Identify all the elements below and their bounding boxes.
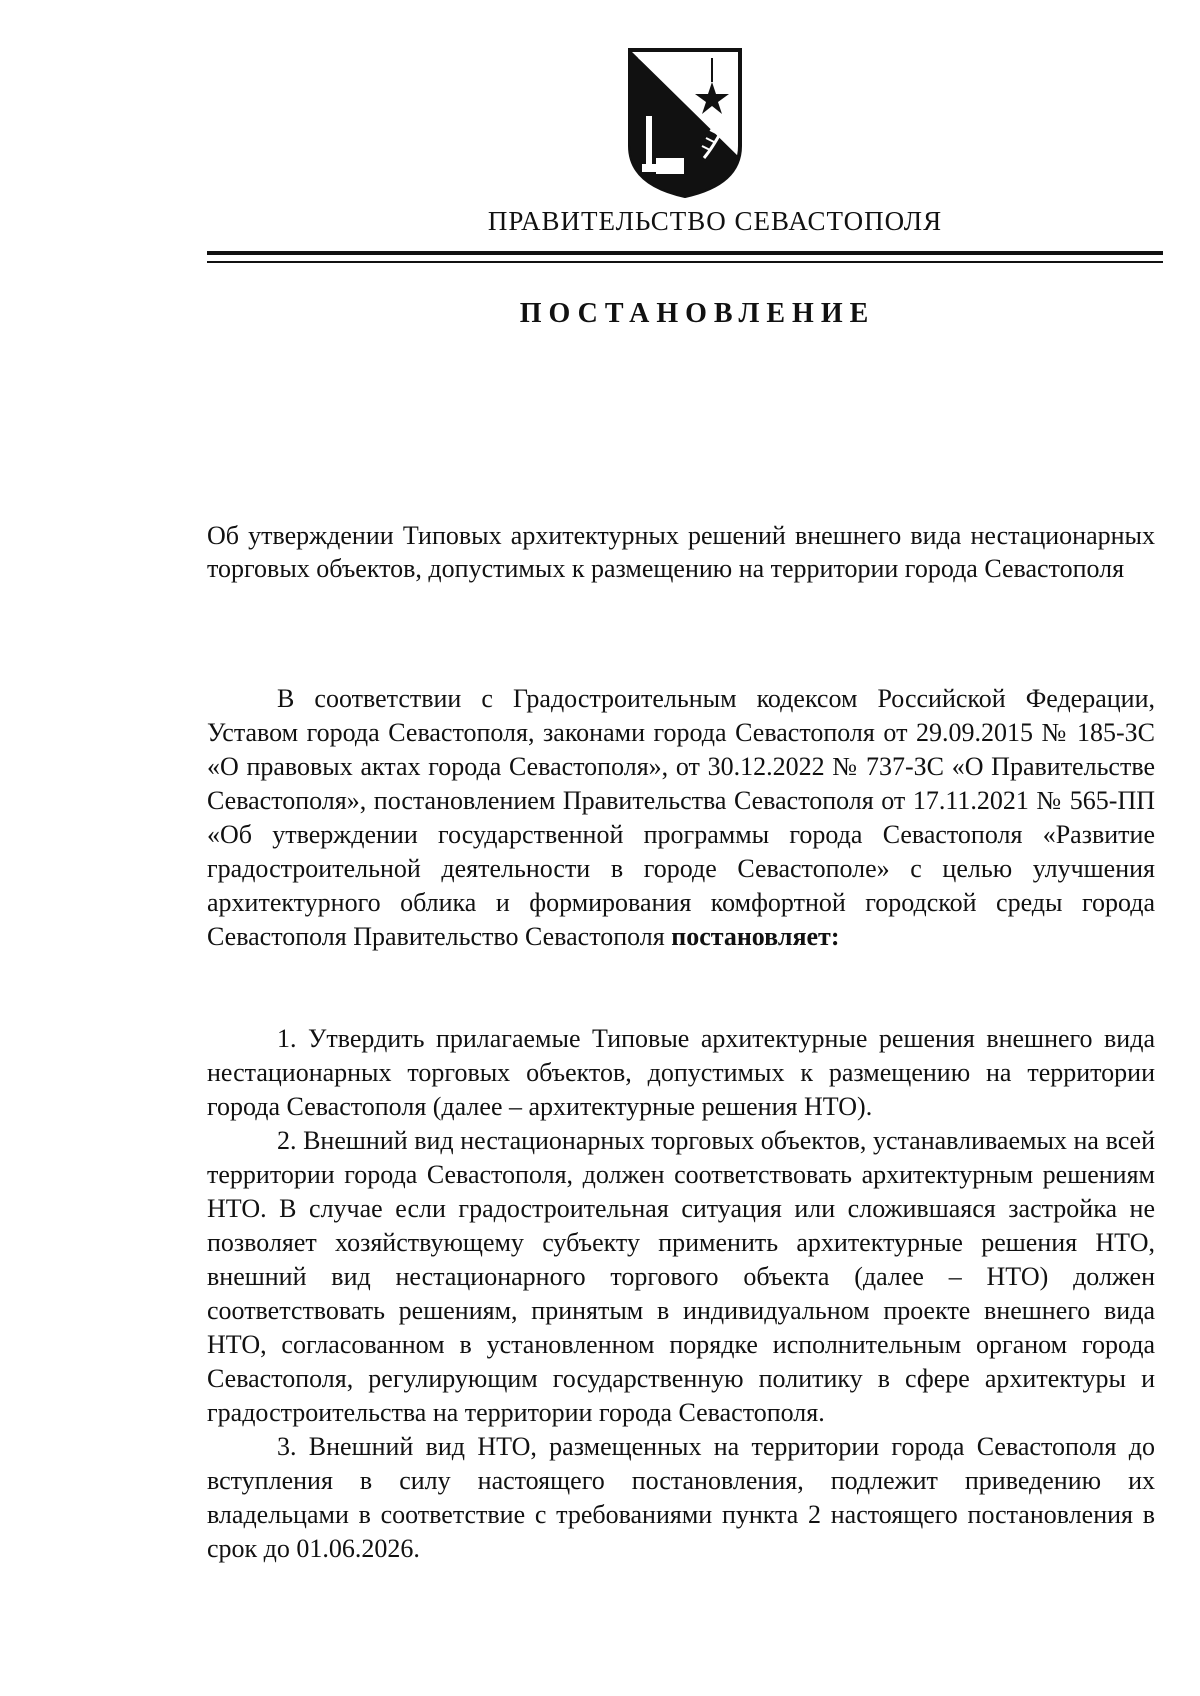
document-type-heading: ПОСТАНОВЛЕНИЕ [519,298,876,329]
header-rule-thin [207,261,1163,263]
clause-1: 1. Утвердить прилагаемые Типовые архитектурные решения внешнего вида нестационарных торговых объектов, допустимых к размещению на территории города Севастополя (далее – архитектурные решения НТО). [207,1024,1155,1121]
coat-of-arms-emblem [626,46,744,200]
preamble-text: В соответствии с Градостроительным кодексом Российской Федерации, Уставом города Севастополя, законами города Севастополя от 29.09.2015 № 185-ЗС «О правовых актах города Севастополя», от 30.12.2022 № 737-ЗС «О Правительстве Севастополя», постановлением Правительства Севастополя от 17.11.2021 № 565-ПП «Об утверждении государственной программы города Севастополя «Развитие градостроительной деятельности в городе Севастополе» с целью улучшения архитектурного облика и формирования комфортной городской среды города Севастополя Правительство Севастополя [207,684,1155,951]
document-body [207,682,1155,1566]
decision-word: постановляет: [671,922,840,951]
clause-2: 2. Внешний вид нестационарных торговых объектов, устанавливаемых на всей территории города Севастополя, должен соответствовать архитектурным решениям НТО. В случае если градостроительная ситуация или сложившаяся застройка не позволяет хозяйствующему субъекту применить архитектурные решения НТО, внешний вид нестационарного торгового объекта (далее – НТО) должен соответствовать решениям, принятым в индивидуальном проекте внешнего вида НТО, согласованном в установленном порядке исполнительным органом города Севастополя, регулирующим государственную политику в сфере архитектуры и градостроительства на территории города Севастополя. [207,1126,1155,1427]
government-name: ПРАВИТЕЛЬСТВО СЕВАСТОПОЛЯ [487,206,943,236]
header-rule-thick [207,251,1163,255]
preamble-paragraph [207,682,1155,954]
clause-3: 3. Внешний вид НТО, размещенных на территории города Севастополя до вступления в силу настоящего постановления, подлежит приведению их владельцами в соответствие с требованиями пункта 2 настоящего постановления в срок до 01.06.2026. [207,1432,1155,1563]
document-title [207,519,1155,585]
document-title-text: Об утверждении Типовых архитектурных решений внешнего вида нестационарных торговых объектов, допустимых к размещению на территории города Севастополя [207,521,1155,583]
